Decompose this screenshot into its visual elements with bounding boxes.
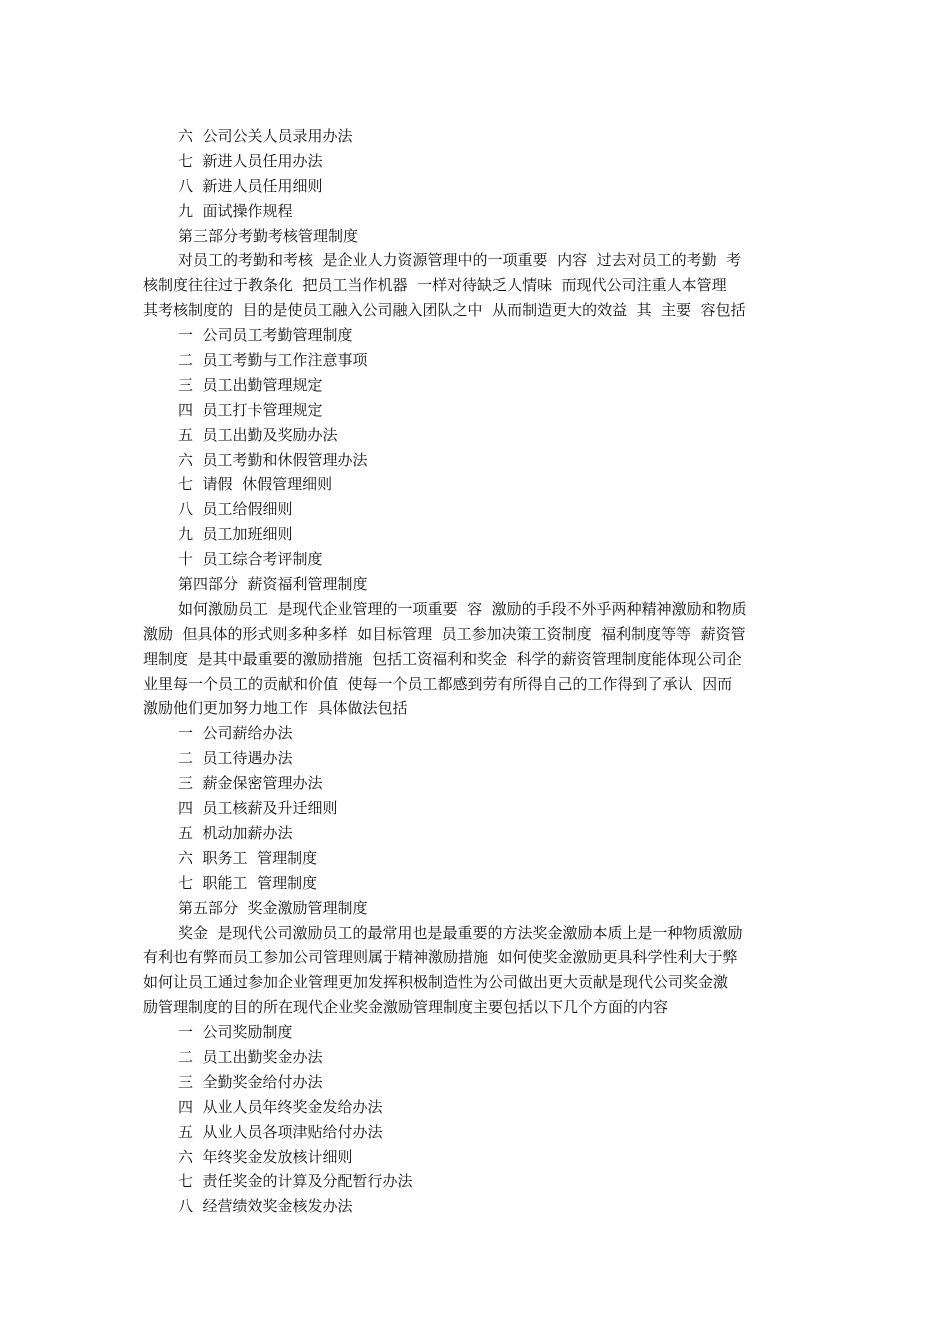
list-item: 八 员工给假细则: [178, 500, 293, 519]
paragraph-line: 激励 但具体的形式则多种多样 如目标管理 员工参加决策工资制度 福利制度等等 薪资管: [143, 624, 746, 643]
paragraph-line: 业里每一个员工的贡献和价值 使每一个员工都感到劳有所得自己的工作得到了承认 因而: [143, 674, 733, 693]
list-item: 五 员工出勤及奖励办法: [178, 425, 338, 444]
list-item: 九 面试操作规程: [178, 201, 293, 220]
paragraph-line: 理制度 是其中最重要的激励措施 包括工资福利和奖金 科学的薪资管理制度能体现公司企: [143, 649, 742, 668]
list-item: 七 责任奖金的计算及分配暂行办法: [178, 1172, 413, 1191]
section-heading: 第四部分 薪资福利管理制度: [178, 575, 368, 594]
list-item: 四 员工打卡管理规定: [178, 400, 323, 419]
paragraph-line: 奖金 是现代公司激励员工的最常用也是最重要的方法奖金激励本质上是一种物质激励: [178, 923, 743, 942]
list-item: 五 从业人员各项津贴给付办法: [178, 1122, 383, 1141]
list-item: 四 从业人员年终奖金发给办法: [178, 1097, 383, 1116]
paragraph-line: 如何激励员工 是现代企业管理的一项重要 容 激励的手段不外乎两种精神激励和物质: [178, 599, 747, 618]
list-item: 二 员工待遇办法: [178, 749, 293, 768]
list-item: 七 请假 休假管理细则: [178, 475, 333, 494]
paragraph-line: 其考核制度的 目的是使员工融入公司融入团队之中 从而制造更大的效益 其 主要 容包括: [143, 301, 746, 320]
list-item: 一 公司薪给办法: [178, 724, 293, 743]
list-item: 三 员工出勤管理规定: [178, 375, 323, 394]
paragraph-line: 如何让员工通过参加企业管理更加发挥积极制造性为公司做出更大贡献是现代公司奖金激: [143, 973, 729, 992]
list-item: 十 员工综合考评制度: [178, 550, 323, 569]
list-item: 七 新进人员任用办法: [178, 151, 323, 170]
list-item: 五 机动加薪办法: [178, 823, 293, 842]
list-item: 二 员工考勤与工作注意事项: [178, 351, 368, 370]
list-item: 二 员工出勤奖金办法: [178, 1047, 323, 1066]
list-item: 八 经营绩效奖金核发办法: [178, 1197, 353, 1216]
list-item: 四 员工核薪及升迁细则: [178, 799, 338, 818]
list-item: 九 员工加班细则: [178, 525, 293, 544]
list-item: 六 职务工 管理制度: [178, 848, 318, 867]
list-item: 七 职能工 管理制度: [178, 873, 318, 892]
list-item: 三 薪金保密管理办法: [178, 774, 323, 793]
section-heading: 第五部分 奖金激励管理制度: [178, 898, 368, 917]
paragraph-line: 励管理制度的目的所在现代企业奖金激励管理制度主要包括以下几个方面的内容: [143, 998, 669, 1017]
list-item: 一 公司员工考勤管理制度: [178, 326, 353, 345]
paragraph-line: 有利也有弊而员工参加公司管理则属于精神激励措施 如何使奖金激励更具科学性利大于弊: [143, 948, 738, 967]
list-item: 六 员工考勤和休假管理办法: [178, 450, 368, 469]
paragraph-line: 核制度往往过于教条化 把员工当作机器 一样对待缺乏人情味 而现代公司注重人本管理: [143, 276, 727, 295]
list-item: 六 公司公关人员录用办法: [178, 127, 353, 145]
list-item: 八 新进人员任用细则: [178, 176, 323, 195]
section-heading: 第三部分考勤考核管理制度: [178, 226, 359, 245]
paragraph-line: 对员工的考勤和考核 是企业人力资源管理中的一项重要 内容 过去对员工的考勤 考: [178, 251, 742, 270]
list-item: 一 公司奖励制度: [178, 1023, 293, 1042]
list-item: 六 年终奖金发放核计细则: [178, 1147, 353, 1166]
paragraph-line: 激励他们更加努力地工作 具体做法包括: [143, 699, 408, 718]
list-item: 三 全勤奖金给付办法: [178, 1072, 323, 1091]
document-body: [143, 124, 807, 1219]
